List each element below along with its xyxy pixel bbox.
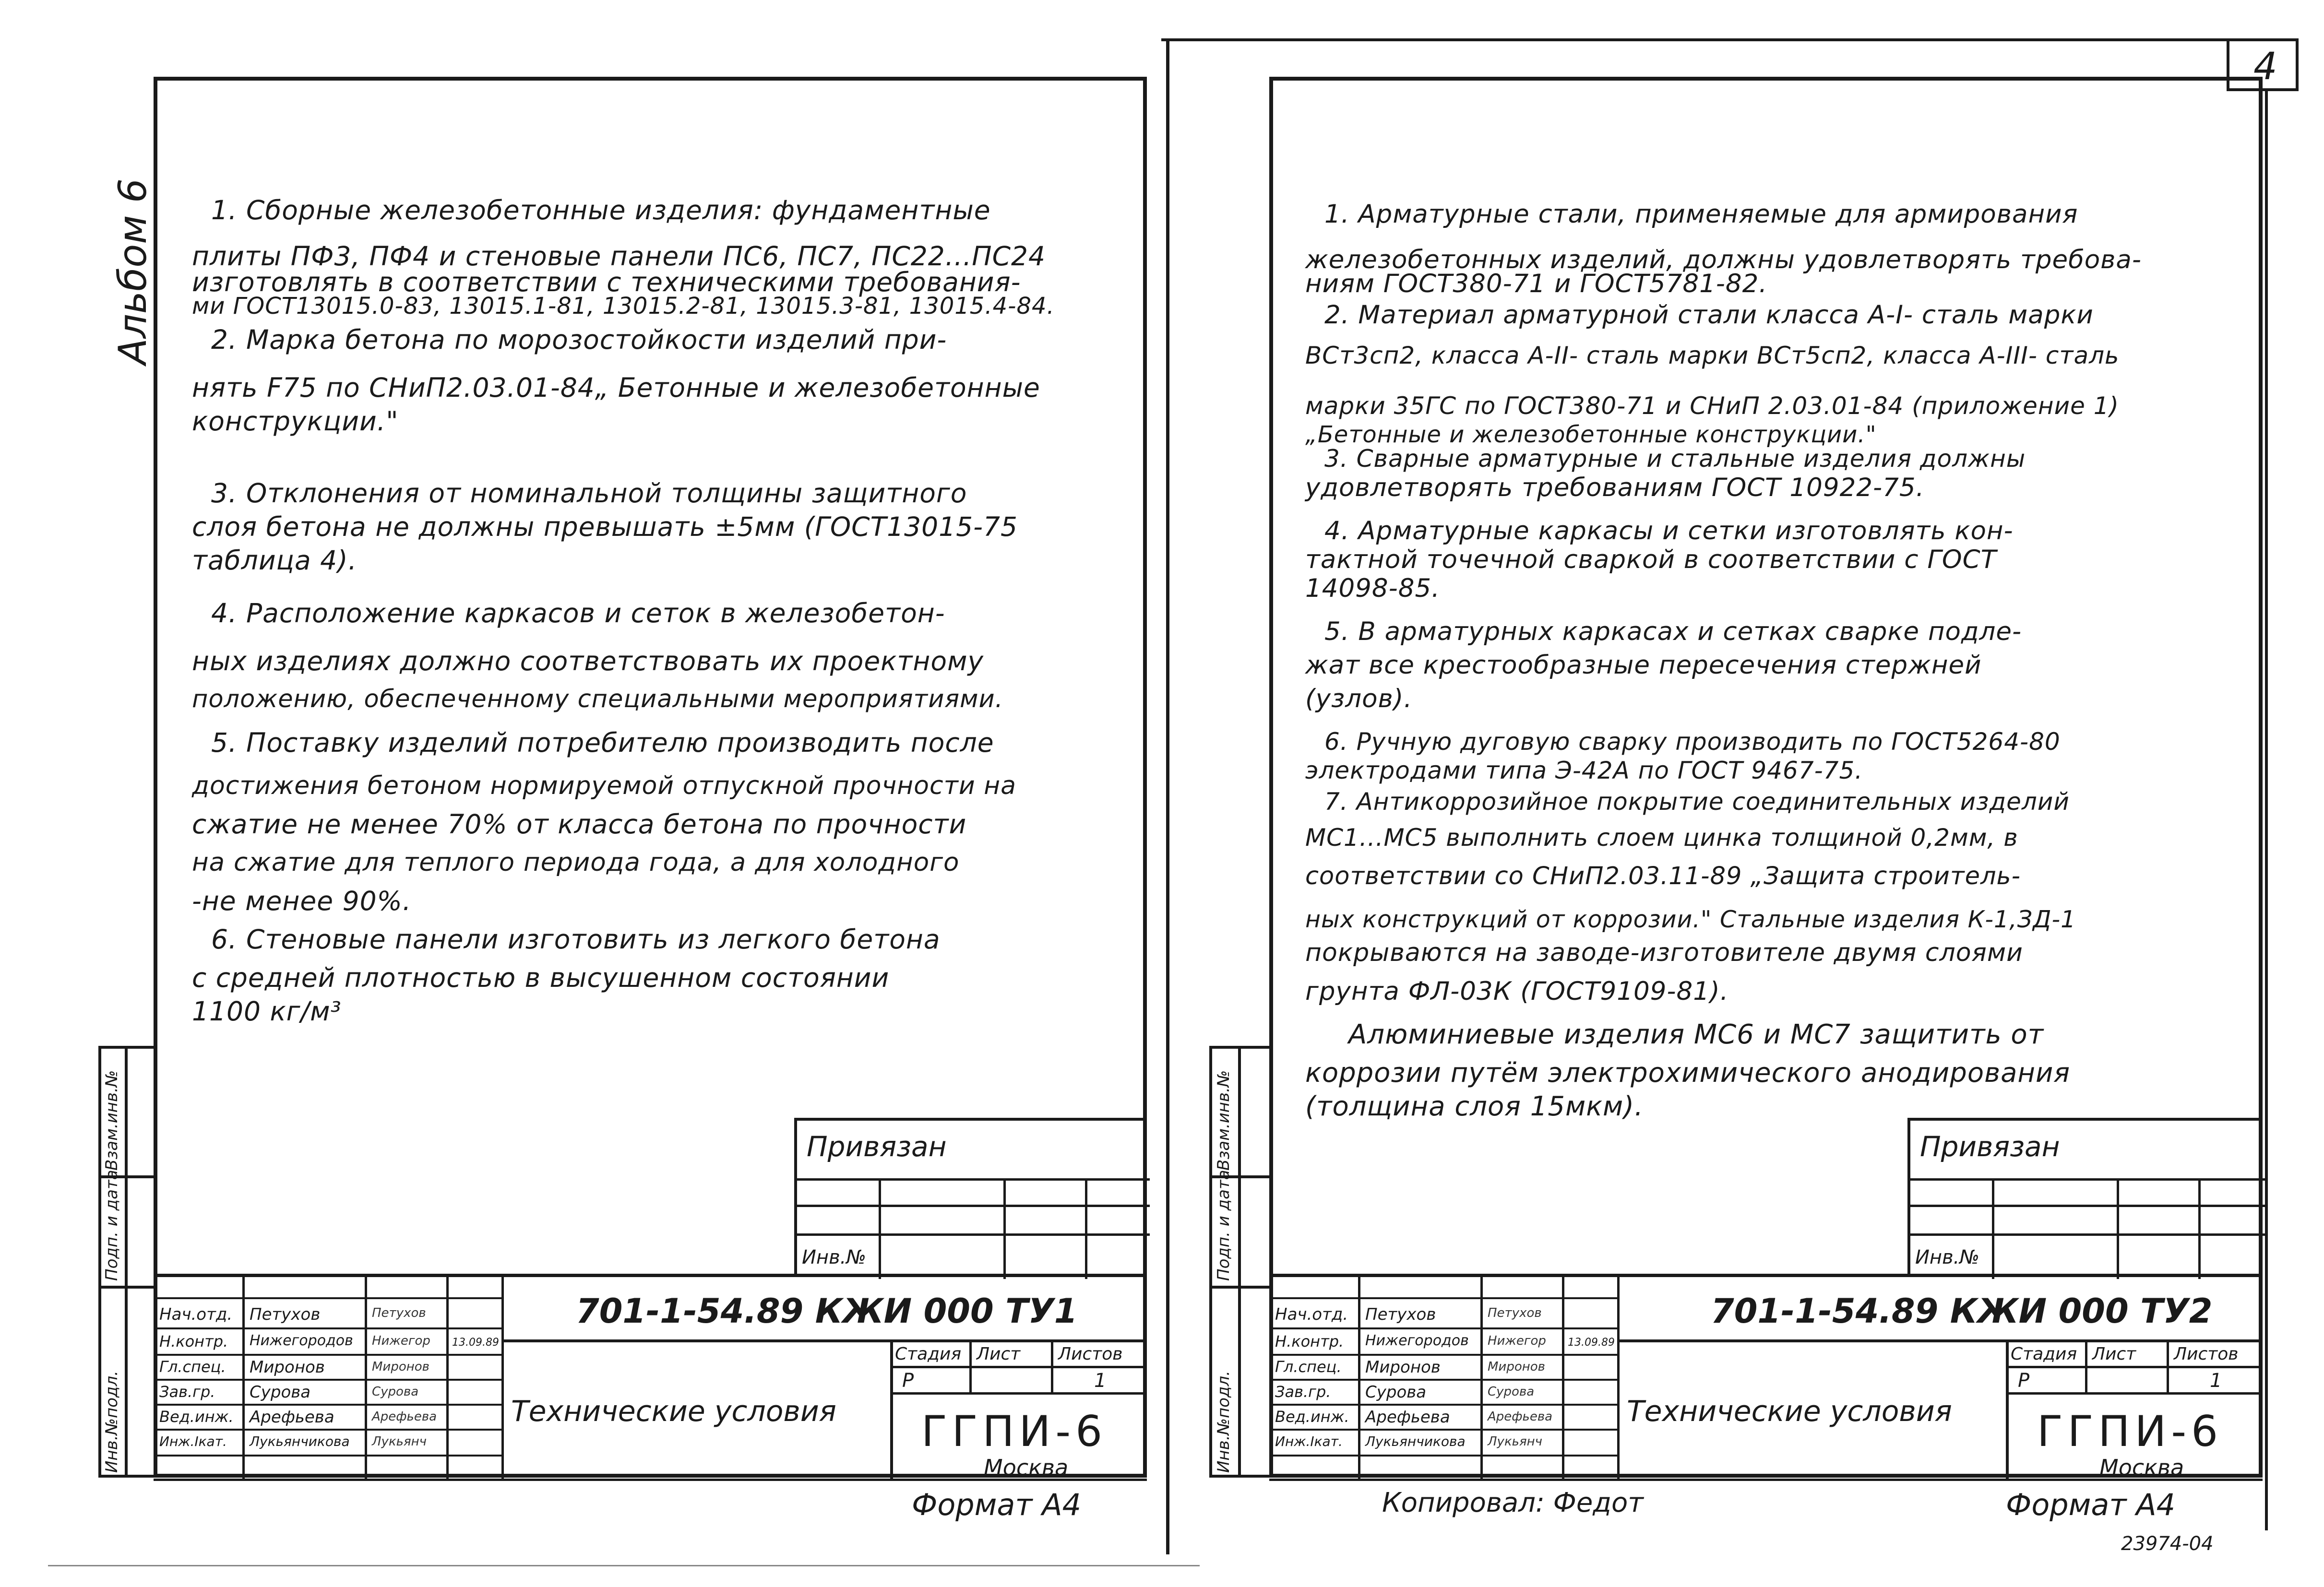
right-line-18: 7. Антикоррозийное покрытие соединительных изделий (1324, 788, 2070, 816)
right-staff-name-1: Нижегородов (1365, 1332, 1469, 1349)
right-line-12: 14098-85. (1305, 574, 1441, 603)
left-staff-h0 (154, 1297, 501, 1299)
right-line-16: 6. Ручную дуговую сварку производить по ГОСТ5264-80 (1324, 728, 2061, 756)
left-inv-no: Инв.№ (802, 1246, 866, 1268)
right-line-24: Алюминиевые изделия МС6 и МС7 защитить от (1348, 1019, 2044, 1050)
right-line-14: жат все крестообразные пересечения стержней (1305, 651, 1982, 680)
left-privyazan-block (794, 1118, 1147, 1276)
right-outer-border (2265, 91, 2268, 1530)
right-staff-h5 (1269, 1429, 1617, 1431)
right-line-19: МС1...МС5 выполнить слоем цинка толщиной 0,2мм, в (1305, 824, 2018, 852)
left-staff-sign-4: Арефьева (372, 1409, 437, 1424)
left-line-8: 3. Отклонения от номинальной толщины защитного (211, 478, 967, 509)
left-staff-h2 (154, 1354, 501, 1356)
right-strip-divider (1238, 1046, 1241, 1478)
left-line-11: 4. Расположение каркасов и сеток в железобетон- (211, 598, 945, 628)
right-staff-h0 (1269, 1297, 1617, 1299)
right-line-23: грунта ФЛ-03К (ГОСТ9109-81). (1305, 977, 1729, 1006)
right-sheets-count: 1 (2210, 1370, 2222, 1392)
top-border (1161, 38, 2279, 41)
left-stamp-v-lsts (1051, 1339, 1053, 1392)
right-priv-h3 (1910, 1233, 2265, 1236)
right-stamp-h-stagehdr (2006, 1366, 2263, 1368)
right-line-2: железобетонных изделий, должны удовлетворять требова- (1305, 245, 2142, 274)
left-line-6: нять F75 по СНиП2.03.01-84„ Бетонные и железобетонные (192, 372, 1040, 403)
left-staff-sign-1: Нижегор (372, 1334, 430, 1348)
right-line-17: электродами типа Э-42А по ГОСТ 9467-75. (1305, 757, 1863, 784)
right-staff-h1 (1269, 1327, 1617, 1329)
right-staff-sign-5: Лукьянч (1488, 1434, 1542, 1449)
left-staff-role-1: Н.контр. (159, 1332, 228, 1350)
left-line-10: таблица 4). (192, 545, 358, 576)
left-staff-role-2: Гл.спец. (159, 1358, 226, 1376)
left-line-15: достижения бетоном нормируемой отпускной прочности на (192, 771, 1017, 800)
right-staff-role-0: Нач.отд. (1275, 1305, 1348, 1324)
right-line-3: ниям ГОСТ380-71 и ГОСТ5781-82. (1305, 269, 1768, 298)
left-line-16: сжатие не менее 70% от класса бетона по прочности (192, 809, 967, 840)
left-line-12: ных изделиях должно соответствовать их проектному (192, 646, 984, 676)
right-city: Москва (2099, 1455, 2184, 1480)
right-line-13: 5. В арматурных каркасах и сетках сварке подле- (1324, 617, 2022, 646)
left-line-1: 1. Сборные железобетонные изделия: фундаментные (211, 195, 991, 225)
left-staff-sign-0: Петухов (372, 1306, 426, 1320)
right-line-1: 1. Арматурные стали, применяемые для армирования (1324, 200, 2078, 229)
left-stage-header: Стадия (895, 1344, 962, 1364)
left-line-20: с средней плотностью в высушенном состоянии (192, 962, 890, 993)
right-staff-role-5: Инж.Iкат. (1275, 1433, 1343, 1449)
left-priv-v1 (879, 1178, 881, 1279)
right-line-22: покрываются на заводе-изготовителе двумя слоями (1305, 938, 2023, 967)
right-line-10: 4. Арматурные каркасы и сетки изготовлять кон- (1324, 516, 2014, 545)
right-staff-sign-4: Арефьева (1488, 1409, 1553, 1424)
right-priv-v1 (1992, 1178, 1994, 1279)
left-line-3: изготовлять в соответствии с техническими требования- (192, 267, 1021, 297)
right-stamp-h-stagerow (2006, 1392, 2263, 1395)
right-staff-name-3: Сурова (1365, 1383, 1427, 1402)
right-staff-sign-1: Нижегор (1488, 1334, 1546, 1348)
left-priv-h3 (797, 1233, 1150, 1236)
left-staff-name-5: Лукьянчикова (250, 1433, 350, 1449)
right-line-20: соответствии со СНиП2.03.11-89 „Защита строитель- (1305, 862, 2021, 890)
left-strip-h2 (98, 1286, 157, 1289)
right-sheets-header: Листов (2174, 1344, 2239, 1364)
left-staff-sign-5: Лукьянч (372, 1434, 427, 1449)
right-staff-role-4: Вед.инж. (1275, 1408, 1349, 1426)
right-line-21: ных конструкций от коррозии." Стальные изделия К-1,ЗД-1 (1305, 906, 2076, 933)
right-main-stamp (1269, 1274, 2263, 1478)
right-doc-code: 701-1-54.89 КЖИ 000 ТУ2 (1711, 1291, 2213, 1331)
album-label: Альбом 6 (110, 178, 155, 365)
left-staff-name-0: Петухов (250, 1305, 321, 1324)
right-strip-label-vzam: Взам.инв.№ (1214, 1070, 1233, 1171)
right-line-7: „Бетонные и железобетонные конструкции." (1305, 421, 1877, 448)
right-privyazan-label: Привязан (1920, 1130, 2060, 1163)
left-line-7: конструкции." (192, 406, 399, 437)
right-strip-label-inv: Инв.№подл. (1214, 1371, 1233, 1473)
left-stage: Р (902, 1370, 914, 1392)
right-staff-sign-3: Сурова (1488, 1385, 1535, 1399)
right-stage: Р (2018, 1370, 2030, 1392)
right-staff-h2 (1269, 1354, 1617, 1356)
left-staff-name-4: Арефьева (250, 1408, 334, 1427)
right-staff-name-4: Арефьева (1365, 1408, 1450, 1427)
bottom-edge-line (48, 1565, 1200, 1566)
right-staff-h4 (1269, 1404, 1617, 1406)
left-stamp-h-stagehdr (890, 1366, 1147, 1368)
left-staff-h1 (154, 1327, 501, 1329)
right-line-5: ВСт3сп2, класса А-II- сталь марки ВСт5сп2, класса А-III- сталь (1305, 342, 2120, 369)
right-doc-title: Технические условия (1627, 1395, 1952, 1428)
left-staff-h3 (154, 1379, 501, 1381)
right-stamp-v-lsts (2167, 1339, 2169, 1392)
right-stamp-v-date (1617, 1277, 1620, 1481)
left-sheets-header: Листов (1058, 1344, 1123, 1364)
right-line-26: (толщина слоя 15мкм). (1305, 1091, 1644, 1122)
left-staff-role-3: Зав.гр. (159, 1383, 215, 1401)
right-org: ГГПИ-6 (2037, 1407, 2223, 1456)
left-staff-role-5: Инж.Iкат. (159, 1433, 227, 1449)
right-staff-name-5: Лукьянчикова (1365, 1433, 1466, 1449)
left-staff-sign-3: Сурова (372, 1385, 419, 1399)
right-priv-v2 (2117, 1178, 2119, 1279)
right-line-6: марки 35ГС по ГОСТ380-71 и СНиП 2.03.01-84 (приложение 1) (1305, 392, 2120, 420)
left-line-2: плиты ПФ3, ПФ4 и стеновые панели ПС6, ПС7, ПС22...ПС24 (192, 241, 1046, 272)
left-staff-name-2: Миронов (250, 1358, 325, 1377)
right-staff-role-2: Гл.спец. (1275, 1358, 1342, 1376)
left-doc-title: Технические условия (511, 1395, 836, 1428)
left-org: ГГПИ-6 (921, 1407, 1108, 1456)
left-sheet-header: Лист (977, 1344, 1021, 1364)
left-line-9: слоя бетона не должны превышать ±5мм (ГОСТ13015-75 (192, 511, 1018, 542)
left-line-19: 6. Стеновые панели изготовить из легкого бетона (211, 924, 941, 955)
right-privyazan-block (1907, 1118, 2263, 1276)
left-strip-label-sign: Подп. и дата (102, 1170, 121, 1281)
left-privyazan-label: Привязан (807, 1130, 947, 1163)
right-line-25: коррозии путём электрохимического анодирования (1305, 1057, 2071, 1089)
right-staff-name-0: Петухов (1365, 1305, 1436, 1324)
left-staff-h6 (154, 1455, 501, 1457)
right-line-8: 3. Сварные арматурные и стальные изделия должны (1324, 445, 2026, 473)
right-staff-sign-2: Миронов (1488, 1360, 1545, 1374)
left-doc-code: 701-1-54.89 КЖИ 000 ТУ1 (576, 1291, 1078, 1331)
right-staff-role-1: Н.контр. (1275, 1332, 1344, 1350)
left-staff-sign-2: Миронов (372, 1360, 429, 1374)
left-date: 13.09.89 (452, 1337, 499, 1349)
right-stage-header: Стадия (2011, 1344, 2077, 1364)
left-line-4: ми ГОСТ13015.0-83, 13015.1-81, 13015.2-81, 13015.3-81, 13015.4-84. (192, 293, 1055, 320)
left-line-14: 5. Поставку изделий потребителю производить после (211, 727, 994, 758)
right-line-15: (узлов). (1305, 684, 1413, 713)
left-line-21: 1100 кг/м³ (192, 996, 342, 1027)
left-line-5: 2. Марка бетона по морозостойкости изделий при- (211, 324, 947, 355)
left-line-13: положению, обеспеченному специальными мероприятиями. (192, 685, 1003, 713)
right-staff-h3 (1269, 1379, 1617, 1381)
right-priv-v3 (2198, 1178, 2201, 1279)
left-city: Москва (984, 1455, 1069, 1480)
right-staff-h6 (1269, 1455, 1617, 1457)
page-number: 4 (2253, 45, 2277, 88)
left-staff-name-1: Нижегородов (250, 1332, 353, 1349)
left-priv-h2 (797, 1205, 1150, 1207)
left-stamp-v-lst (969, 1339, 972, 1392)
right-stamp-h-code (1617, 1339, 2263, 1342)
right-priv-h1 (1910, 1178, 2265, 1181)
left-strip-divider (125, 1046, 128, 1478)
right-inv-no: Инв.№ (1915, 1246, 1979, 1268)
left-stamp-v-stage (890, 1339, 893, 1481)
left-priv-v3 (1085, 1178, 1087, 1279)
left-priv-v2 (1003, 1178, 1006, 1279)
left-staff-role-4: Вед.инж. (159, 1408, 234, 1426)
right-format: Формат А4 (2006, 1487, 2176, 1522)
right-staff-role-3: Зав.гр. (1275, 1383, 1331, 1401)
right-line-11: тактной точечной сваркой в соответствии с ГОСТ (1305, 545, 1997, 574)
right-sheet-header: Лист (2092, 1344, 2136, 1364)
left-line-17: на сжатие для теплого периода года, а для холодного (192, 848, 960, 877)
left-stamp-h-code (501, 1339, 1147, 1342)
center-fold-line (1166, 38, 1169, 1554)
left-sheets-count: 1 (1094, 1370, 1107, 1392)
right-line-4: 2. Материал арматурной стали класса А-I- сталь марки (1324, 300, 2094, 330)
archive-number: 23974-04 (2121, 1533, 2214, 1555)
right-date: 13.09.89 (1568, 1337, 1615, 1349)
left-stamp-h-stagerow (890, 1392, 1147, 1395)
left-line-18: -не менее 90%. (192, 886, 412, 916)
left-staff-role-0: Нач.отд. (159, 1305, 233, 1324)
right-stamp-v-lst (2085, 1339, 2087, 1392)
right-copied-by: Копировал: Федот (1382, 1487, 1644, 1518)
right-staff-name-2: Миронов (1365, 1358, 1441, 1377)
right-stamp-v-stage (2006, 1339, 2009, 1481)
left-strip-label-vzam: Взам.инв.№ (102, 1070, 121, 1171)
left-staff-h4 (154, 1404, 501, 1406)
left-staff-h5 (154, 1429, 501, 1431)
right-staff-sign-0: Петухов (1488, 1306, 1542, 1320)
left-staff-name-3: Сурова (250, 1383, 311, 1402)
left-main-stamp (154, 1274, 1147, 1478)
right-strip-h2 (1209, 1286, 1273, 1289)
left-priv-h1 (797, 1178, 1150, 1181)
right-strip-label-sign: Подп. и дата (1214, 1170, 1233, 1281)
right-priv-h2 (1910, 1205, 2265, 1207)
left-format: Формат А4 (912, 1487, 1082, 1522)
left-stamp-v-date (501, 1277, 504, 1481)
right-line-9: удовлетворять требованиям ГОСТ 10922-75. (1305, 473, 1925, 502)
left-strip-label-inv: Инв.№подл. (102, 1371, 121, 1473)
